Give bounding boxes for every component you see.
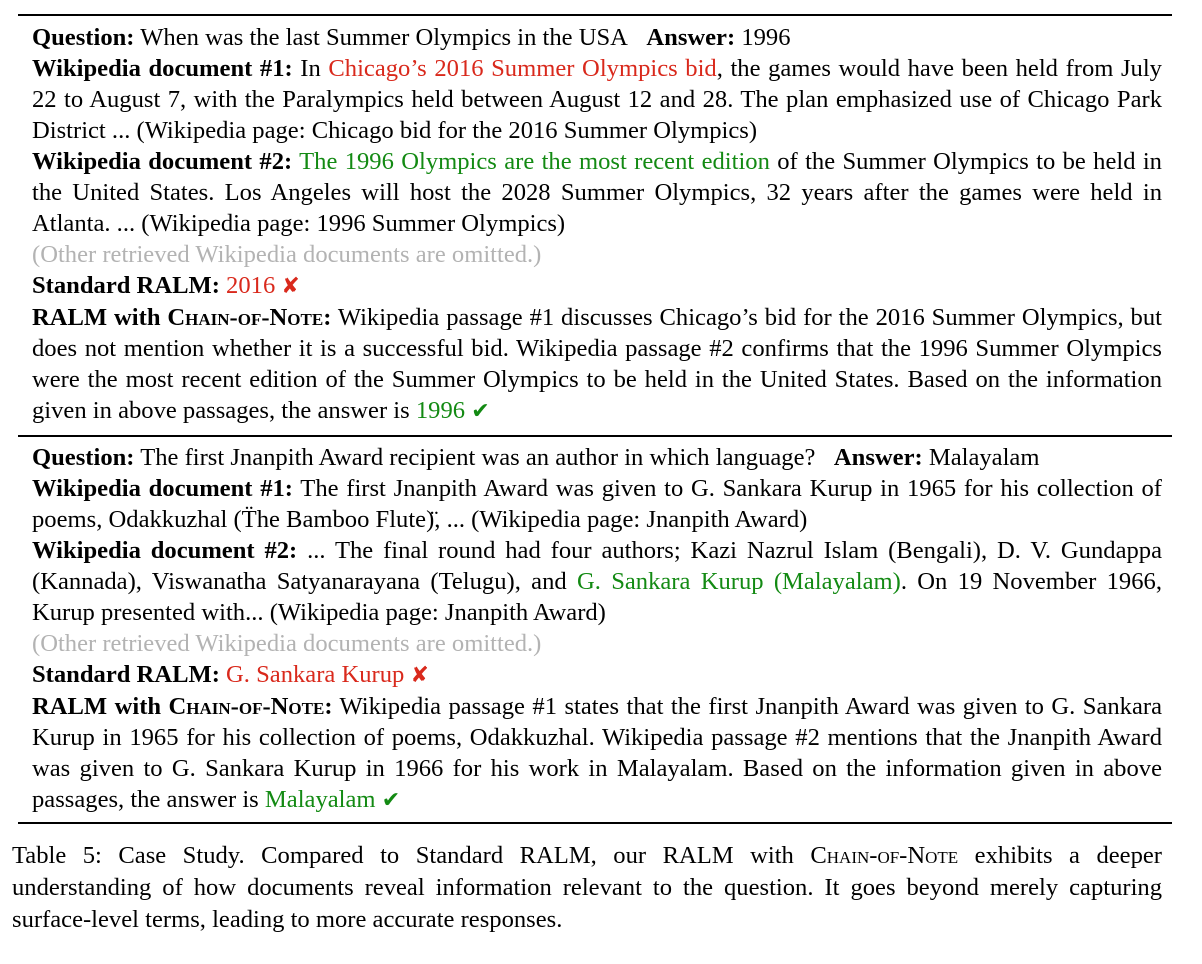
answer-text: Malayalam xyxy=(928,444,1040,471)
cross-icon: ✘ xyxy=(410,663,429,688)
label-part: RALM with xyxy=(32,693,169,720)
chain-of-note-answer: Malayalam xyxy=(264,786,376,813)
document-1-label: Wikipedia document #1: xyxy=(32,55,293,82)
method-name: Chain-of-Note xyxy=(168,693,325,720)
case2-document-1 xyxy=(32,473,1162,535)
question-text: The first Jnanpith Award recipient was an author in which language? xyxy=(140,444,816,471)
case2-question-line xyxy=(32,442,1162,473)
check-icon: ✔ xyxy=(471,399,490,424)
case2-standard-ralm xyxy=(32,659,1162,691)
supporting-evidence: G. Sankara Kurup (Malayalam) xyxy=(576,568,901,595)
chain-of-note-text: Wikipedia passage #1 states that the first Jnanpith Award was given to G. Sankara Kurup in 1965 for his collection of poems, Odakkuzhal. Wikipedia passage #2 mentions that the Jnanpith Award was given to G. Sankara Kurup in 1966 for his work in Malayalam. Based on the information given in above passages, the answer is xyxy=(32,693,1162,813)
caption-method-name: Chain-of-Note xyxy=(810,842,959,869)
document-2-label: Wikipedia document #2: xyxy=(32,537,298,564)
document-1-text-rest: , the games would have been held from July 22 to August 7, with the Paralympics held between August 12 and 28. The plan emphasized use of Chicago Park District ... (Wikipedia page: Chicago bid for the 2016 Summer Olympics) xyxy=(32,55,1162,144)
caption-text: Table 5: Case Study. Compared to Standard RALM, our RALM with xyxy=(12,842,811,869)
document-1-label: Wikipedia document #1: xyxy=(32,475,293,502)
case1-document-2 xyxy=(32,146,1162,239)
answer-label: Answer: xyxy=(833,444,923,471)
document-1-text: The first Jnanpith Award was given to G. Sankara Kurup in 1965 for his collection of poems, Odakkuzhal (T̈he Bamboo Flute)̈, ... (Wikipedia page: Jnanpith Award) xyxy=(32,475,1162,533)
answer-text: 1996 xyxy=(741,24,791,51)
label-colon: : xyxy=(323,304,332,331)
case-study-2 xyxy=(32,442,1162,816)
standard-ralm-label: Standard RALM: xyxy=(32,661,220,688)
standard-ralm-label: Standard RALM: xyxy=(32,272,220,299)
document-2-text-rest: . On 19 November 1966, Kurup presented with... (Wikipedia page: Jnanpith Award) xyxy=(32,568,1162,626)
document-2-text: of the Summer Olympics to be held in the United States. Los Angeles will host the 2028 Summer Olympics, 32 years after the games were held in Atlanta. ... (Wikipedia page: 1996 Summer Olympics) xyxy=(32,148,1162,237)
case2-chain-of-note xyxy=(32,691,1162,816)
caption-text-rest: exhibits a deeper understanding of how documents reveal information relevant to the question. It goes beyond merely capturing surface-level terms, leading to more accurate responses. xyxy=(12,842,1162,933)
check-icon: ✔ xyxy=(381,788,401,813)
label-part: RALM with xyxy=(32,304,168,331)
case-separator-rule xyxy=(18,435,1172,437)
question-text: When was the last Summer Olympics in the USA xyxy=(140,24,628,51)
question-label: Question: xyxy=(32,444,135,471)
chain-of-note-text: Wikipedia passage #1 discusses Chicago’s bid for the 2016 Summer Olympics, but does not mention whether it is a successful bid. Wikipedia passage #2 confirms that the 1996 Summer Olympics were the most recent edition of the Summer Olympics to be held in the United States. Based on the information given in above passages, the answer is xyxy=(32,304,1162,424)
chain-of-note-answer: 1996 xyxy=(415,397,466,424)
document-2-text: ... The final round had four authors; Kazi Nazrul Islam (Bengali), D. V. Gundappa (Kannada), Viswanatha Satyanarayana (Telugu), and xyxy=(32,537,1163,595)
table-bottom-rule xyxy=(18,822,1172,824)
chain-of-note-label xyxy=(32,693,333,720)
cross-icon: ✘ xyxy=(281,274,300,299)
table-caption xyxy=(12,840,1162,936)
chain-of-note-label xyxy=(32,304,331,331)
table-top-rule xyxy=(18,14,1172,16)
document-1-text: In xyxy=(300,55,321,82)
case1-standard-ralm xyxy=(32,270,1162,302)
case1-question-line xyxy=(32,22,1162,53)
case1-document-1 xyxy=(32,53,1162,146)
standard-ralm-answer: G. Sankara Kurup xyxy=(226,661,405,688)
case1-chain-of-note xyxy=(32,302,1162,427)
omitted-note: (Other retrieved Wikipedia documents are omitted.) xyxy=(32,241,542,268)
document-2-label: Wikipedia document #2: xyxy=(32,148,293,175)
standard-ralm-answer: 2016 xyxy=(226,272,276,299)
label-colon: : xyxy=(324,693,333,720)
question-label: Question: xyxy=(32,24,135,51)
supporting-evidence: The 1996 Olympics are the most recent edition xyxy=(299,148,770,175)
answer-label: Answer: xyxy=(646,24,736,51)
method-name: Chain-of-Note xyxy=(167,304,324,331)
case2-document-2 xyxy=(32,535,1162,628)
omitted-note: (Other retrieved Wikipedia documents are omitted.) xyxy=(32,630,542,657)
misleading-evidence: Chicago’s 2016 Summer Olympics bid xyxy=(328,55,717,82)
case-study-1 xyxy=(32,22,1162,427)
